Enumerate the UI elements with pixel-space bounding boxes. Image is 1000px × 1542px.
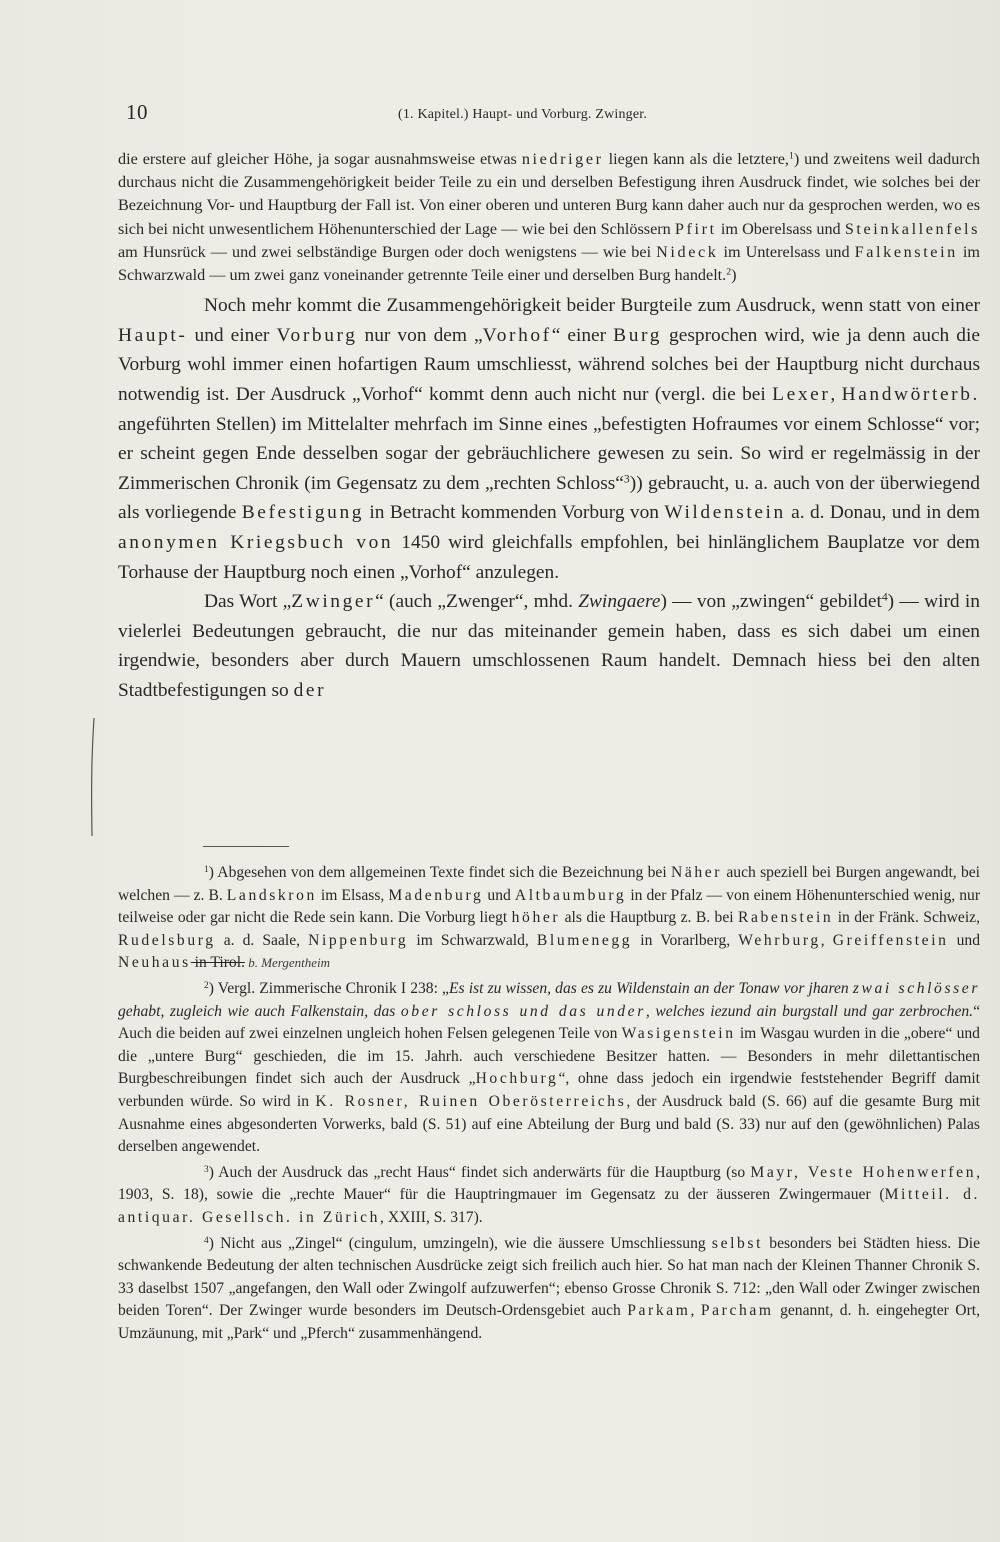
- page-number: 10: [126, 100, 148, 124]
- spaced-text: Mayr, Veste Hohenwerfen: [750, 1163, 977, 1181]
- italic-text: gehabt, zugleich wie auch Falkenstain, das: [118, 1002, 401, 1020]
- spaced-text: anonymen Kriegsbuch von: [118, 531, 394, 553]
- spaced-text: Befestigung: [241, 502, 365, 524]
- text-run: angeführten Stellen) im Mittelalter mehrfach im Sinne eines „befestigten Hofraumes vor einem Schlosse“ vor; er scheint gegen Ende desselben sogar der gebräuchlichere gewesen zu sein. So wird er regelmässig in der Zimmerischen Chronik (im Gegensatz zu dem „rechten Schloss“: [118, 413, 980, 494]
- spaced-text: selbst: [711, 1234, 764, 1252]
- text-run: “ Auch die beiden auf zwei einzelnen ungleich hohen Felsen gelegenen Teile von: [118, 1002, 980, 1043]
- spaced-text: Wildenstein: [664, 502, 786, 524]
- text-run: gesprochen wird, wie ja denn auch die Vorburg wohl immer einen hofartigen Raum umschliesst, während solches bei der Hauptburg nicht durchaus notwendig ist. Der Ausdruck „Vorhof“ kommt denn auch nicht nur (vergl. die bei: [118, 324, 980, 405]
- footnote-4: [118, 1233, 980, 1346]
- spaced-text: der: [293, 679, 327, 701]
- text-run: in der Pfalz — von einem Höhenunterschied wenig, nur teilweise oder gar nicht die Rede sein kann. Die Vorburg liegt: [118, 886, 981, 927]
- spaced-text: niedriger: [521, 150, 604, 168]
- spaced-text: Landskron: [226, 886, 317, 904]
- italic-text: Zwingaere: [578, 591, 661, 613]
- spaced-text: Handwörterb.: [841, 384, 980, 405]
- footnote-rule: [203, 846, 289, 847]
- text-run: ) — wird in vielerlei Bedeutungen gebraucht, die nur das miteinander gemein haben, dass es sich dabei um einen irgendwie, besonders aber durch Mauern umschlossenen Raum handelt. Demnach hiess bei den alten Stadtbefestigungen so: [118, 591, 980, 701]
- text-run: ,: [830, 384, 842, 405]
- text-run: und: [948, 931, 980, 949]
- spaced-text: K. Rosner, Ruinen Oberösterreichs: [315, 1092, 627, 1110]
- text-run: und einer: [187, 324, 277, 346]
- footnote-marker: 4: [204, 1235, 209, 1246]
- footnote-ref: 4: [881, 590, 888, 604]
- spaced-text: Vorhof: [482, 324, 552, 346]
- text-run: genannt, d. h. eingehegter Ort, Umzäunung, mit „Park“ und „Pferch“ zusammenhängend.: [118, 1302, 980, 1342]
- italic-text: , welches iezund ain burgstall und gar zerbrochen.: [645, 1002, 974, 1020]
- footnotes: [118, 862, 980, 1348]
- footnote-marker: 1: [204, 864, 209, 875]
- text-run: als die Hauptburg z. B. bei: [560, 909, 739, 927]
- struck-text: in Tirol.: [190, 954, 245, 972]
- spaced-text: Steinkallenfels: [844, 219, 981, 238]
- text-run: “, ohne dass jedoch ein irgendwie feststehender Begriff damit verbunden würde. So wird in: [118, 1070, 980, 1110]
- spaced-text: Blumenegg: [536, 931, 633, 949]
- paragraph-3: [118, 587, 980, 705]
- italic-spaced-text: zwai schlösser: [852, 979, 980, 997]
- italic-spaced-text: ober schloss und das under: [400, 1002, 646, 1020]
- text-run: , 1903, S. 18), sowie die „rechte Mauer“ für die Hauptringmauer im Gegensatz zu der äusseren Zwingermauer (: [118, 1163, 980, 1204]
- italic-text: Es ist zu wissen, das es zu Wildenstain an der Tonaw vor jharen: [448, 979, 853, 997]
- text-run: Noch mehr kommt die Zusammengehörigkeit beider Burgteile zum Ausdruck, wenn statt von einer: [204, 295, 980, 317]
- text-run: ): [731, 266, 737, 285]
- text-run: im Elsass,: [316, 886, 389, 904]
- margin-pencil-mark: [90, 718, 96, 836]
- text-run: a. d. Saale,: [215, 931, 309, 949]
- text-run: im Oberelsass und: [716, 219, 845, 238]
- spaced-text: Haupt-: [118, 324, 188, 346]
- spaced-text: Rabenstein: [738, 909, 834, 927]
- spaced-text: Parcham: [700, 1302, 774, 1320]
- footnote-1: [118, 862, 980, 975]
- text-run: in Vorarlberg,: [632, 931, 739, 949]
- text-run: nur von dem „: [357, 324, 483, 346]
- text-run: im Schwarzwald,: [408, 931, 537, 949]
- paragraph-2: [118, 291, 980, 587]
- spaced-text: Lexer: [772, 384, 831, 405]
- text-run: ,: [690, 1302, 701, 1320]
- paragraph-1: [118, 148, 980, 287]
- text-run: ) Vergl. Zimmerische Chronik I 238: „: [208, 979, 449, 997]
- spaced-text: Mitteil. d. antiquar. Gesellsch. in Zürich: [118, 1186, 980, 1226]
- spaced-text: Greiffenstein: [832, 931, 949, 949]
- spaced-text: Wehrburg: [738, 931, 821, 949]
- spaced-text: Neuhaus: [118, 954, 191, 972]
- footnote-2: [118, 978, 980, 1159]
- spaced-text: Wasigenstein: [621, 1025, 736, 1043]
- spaced-text: Vorburg: [276, 324, 358, 346]
- spaced-text: Parkam: [627, 1302, 691, 1320]
- text-run: 1450 wird gleichfalls empfohlen, bei hinlänglichem Bauplatze vor dem Torhause der Hauptburg noch einen „Vorhof“ anzulegen.: [118, 531, 980, 583]
- text-run: und: [483, 886, 515, 904]
- spaced-text: Altbaumburg: [514, 886, 627, 904]
- text-run: Das Wort „: [204, 591, 292, 613]
- footnote-ref: 2: [726, 266, 732, 278]
- text-run: )) gebraucht, u. a. auch von der überwiegend als vorliegende: [118, 472, 980, 524]
- spaced-text: Zwinger: [291, 591, 376, 613]
- running-head: (1. Kapitel.) Haupt- und Vorburg. Zwinger.: [398, 107, 648, 122]
- text-run: ) Nicht aus „Zingel“ (cingulum, umzingeln), wie die äussere Umschliessung: [208, 1234, 712, 1252]
- text-run: im Unterelsass und: [718, 242, 855, 261]
- footnote-ref: 3: [623, 472, 630, 486]
- spaced-text: Näher: [670, 864, 723, 881]
- spaced-text: höher: [511, 909, 561, 927]
- text-run: a. d. Donau, und in dem: [785, 502, 980, 524]
- text-run: besonders bei Städten hiess. Die schwankende Bedeutung der alten technischen Ausdrücke zeigt sich freilich auch hier. So hat man nach der Kleinen Thanner Chronik S. 33 daselbst 1507 „angefangen, den Wall oder Zwingolf aufzuwerfen“; ebenso Grosse Chronik S. 712: „den Wall oder Zwinger zwischen beiden Toren“. Der Zwinger wurde besonders im Deutsch-Ordensgebiet auch: [118, 1234, 981, 1320]
- text-run: am Hunsrück — und zwei selbständige Burgen oder doch wenigstens — wie bei: [118, 242, 657, 261]
- text-run: im Wasgau wurden in die „obere“ und die „untere Burg“ geschieden, die im 15. Jahrh. auch verschiedene Besitzer hatten. — Besonders in mehr dilettantischen Burgbeschreibungen findet sich auch der Ausdruck „: [118, 1025, 980, 1088]
- text-run: auch speziell bei Burgen angewandt, bei welchen — z. B.: [118, 864, 981, 904]
- footnote-ref: 1: [788, 150, 794, 162]
- text-run: die erstere auf gleicher Höhe, ja sogar ausnahmsweise etwas: [118, 150, 522, 168]
- text-run: “ (auch „Zwenger“, mhd.: [375, 591, 579, 613]
- text-run: liegen kann als die letztere,: [603, 150, 789, 168]
- handwritten-correction: b. Mergentheim: [244, 955, 331, 971]
- text-run: ) Abgesehen von dem allgemeinen Texte findet sich die Bezeichnung bei: [208, 864, 671, 881]
- spaced-text: Pfirt: [674, 219, 717, 238]
- spaced-text: Madenburg: [388, 886, 484, 904]
- footnote-3: [118, 1162, 980, 1230]
- text-run: in Betracht kommenden Vorburg von: [364, 502, 665, 524]
- footnote-marker: 2: [204, 980, 209, 991]
- page-header: [126, 100, 978, 130]
- main-text: [118, 148, 980, 706]
- text-run: , XXIII, S. 317).: [380, 1208, 483, 1226]
- text-run: im Schwarzwald — um zwei ganz voneinander getrennte Teile einer und derselben Burg handelt.: [118, 242, 981, 285]
- spaced-text: Burg: [613, 324, 663, 346]
- text-run: , der Ausdruck bald (S. 66) auf die gesamte Burg mit Ausnahme eines abgesonderten Vorwerks, bald (S. 51) auf eine Abteilung der Burg und bald (S. 33) nur auf den (gewöhnlichen) Palas derselben angewendet.: [118, 1092, 981, 1156]
- spaced-text: Nideck: [656, 242, 719, 261]
- spaced-text: Falkenstein: [854, 242, 958, 261]
- text-run: in der Fränk. Schweiz,: [833, 909, 981, 927]
- spaced-text: Nippenburg: [308, 931, 409, 949]
- text-run: ) — von „zwingen“ gebildet: [660, 591, 882, 613]
- spaced-text: Rudelsburg: [118, 931, 216, 949]
- spaced-text: Hochburg: [475, 1070, 559, 1088]
- text-run: ) und zweitens weil dadurch durchaus nicht die Zusammengehörigkeit beider Teile zu ein und derselben Befestigung ihren Ausdruck findet, wie solches bei der Bezeichnung Vor- und Hauptburg der Fall ist. Von einer oberen und unteren Burg kann daher auch nur da gesprochen werden, wo es sich bei nicht unwesentlichem Höhenunterschied der Lage — wie bei den Schlössern: [118, 150, 980, 238]
- footnote-marker: 3: [204, 1164, 209, 1175]
- text-run: ) Auch der Ausdruck das „recht Haus“ findet sich anderwärts für die Hauptburg (so: [208, 1163, 751, 1181]
- text-run: ,: [820, 931, 833, 949]
- text-run: “ einer: [551, 324, 614, 346]
